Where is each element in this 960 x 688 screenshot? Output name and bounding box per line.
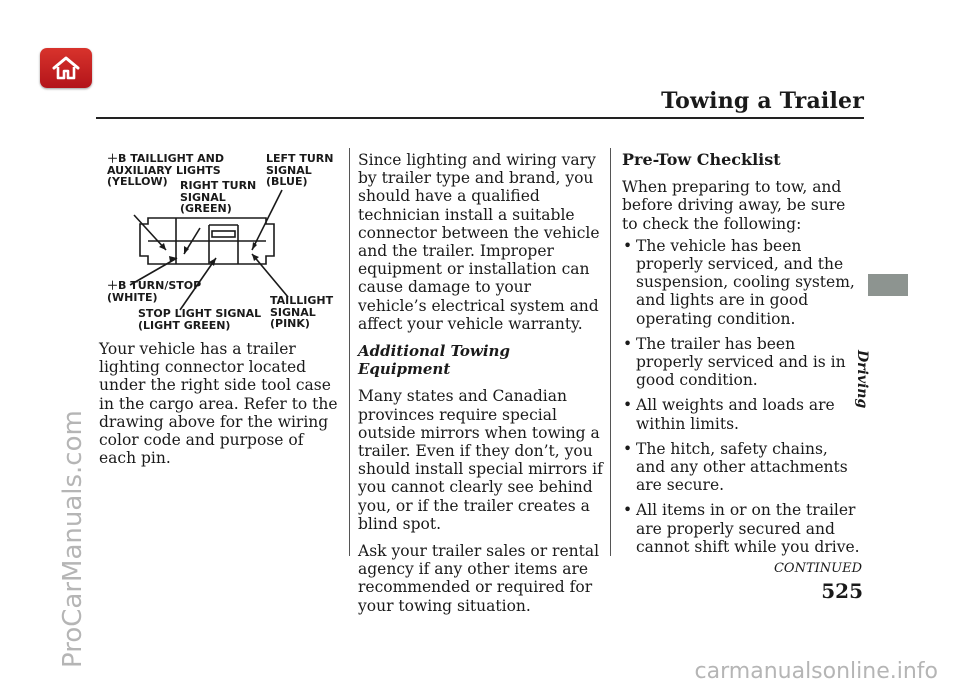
continued-label: CONTINUED bbox=[773, 561, 862, 576]
label-taillight: TAILLIGHT SIGNAL (PINK) bbox=[270, 294, 334, 330]
column-1 bbox=[99, 340, 344, 476]
connector-drawing bbox=[100, 150, 340, 336]
watermark-bottom: carmanualsonline.info bbox=[694, 659, 938, 684]
pre-tow-checklist-heading: Pre-Tow Checklist bbox=[622, 150, 781, 169]
mirrors-paragraph: Many states and Canadian provinces require special outside mirrors when towing a trailer. Even if they don’t, you should install special mirrors if you cannot clearly see behind you, or if the trailer creates a blind spot. bbox=[358, 387, 603, 533]
label-stop-light: STOP LIGHT SIGNAL (LIGHT GREEN) bbox=[138, 307, 262, 332]
label-b-taillight: ＋B TAILLIGHT AND AUXILIARY LIGHTS (YELLOW) bbox=[107, 152, 224, 188]
page-title: Towing a Trailer bbox=[661, 88, 864, 114]
connector-diagram bbox=[100, 150, 340, 336]
column-divider-1 bbox=[349, 148, 350, 556]
checklist bbox=[622, 237, 860, 556]
dealer-paragraph: Ask your trailer sales or rental agency if any other items are recommended or required for your towing situation. bbox=[358, 542, 600, 615]
checklist-intro: When preparing to tow, and before driving away, be sure to check the following: bbox=[622, 178, 846, 233]
connector-paragraph: Your vehicle has a trailer lighting connector located under the right side tool case in the cargo area. Refer to the drawing above for the wiring color code and purpose of each pin. bbox=[99, 340, 338, 468]
column-3 bbox=[622, 151, 860, 563]
column-2 bbox=[358, 151, 604, 624]
label-right-turn: RIGHT TURN SIGNAL (GREEN) bbox=[180, 179, 257, 215]
checklist-item: • The vehicle has been properly serviced, and the suspension, cooling system, and lights are in good operating condition. bbox=[622, 237, 860, 328]
wiring-paragraph: Since lighting and wiring vary by trailer type and brand, you should have a qualified technician install a suitable connector between the vehicle and the trailer. Improper equipment or installation can cause damage to your vehicle’s electrical system and affect your vehicle warranty. bbox=[358, 151, 600, 333]
header-divider bbox=[96, 117, 864, 119]
section-tab-label: Driving bbox=[854, 350, 870, 409]
watermark-left: ProCarManuals.com bbox=[58, 410, 88, 668]
page-number: 525 bbox=[821, 579, 863, 603]
checklist-item: • The hitch, safety chains, and any other attachments are secure. bbox=[622, 440, 860, 495]
label-left-turn: LEFT TURN SIGNAL (BLUE) bbox=[266, 152, 334, 188]
section-tab-marker[interactable] bbox=[868, 274, 908, 296]
checklist-item: • All items in or on the trailer are properly secured and cannot shift while you drive. bbox=[622, 501, 860, 556]
checklist-item: • The trailer has been properly serviced and is in good condition. bbox=[622, 335, 860, 390]
home-icon bbox=[51, 55, 81, 81]
checklist-item: • All weights and loads are within limits. bbox=[622, 396, 860, 432]
label-b-turn-stop: ＋B TURN/STOP (WHITE) bbox=[107, 279, 202, 304]
home-button[interactable] bbox=[40, 48, 92, 88]
column-divider-2 bbox=[610, 148, 611, 556]
additional-equipment-heading: Additional Towing Equipment bbox=[358, 342, 510, 379]
